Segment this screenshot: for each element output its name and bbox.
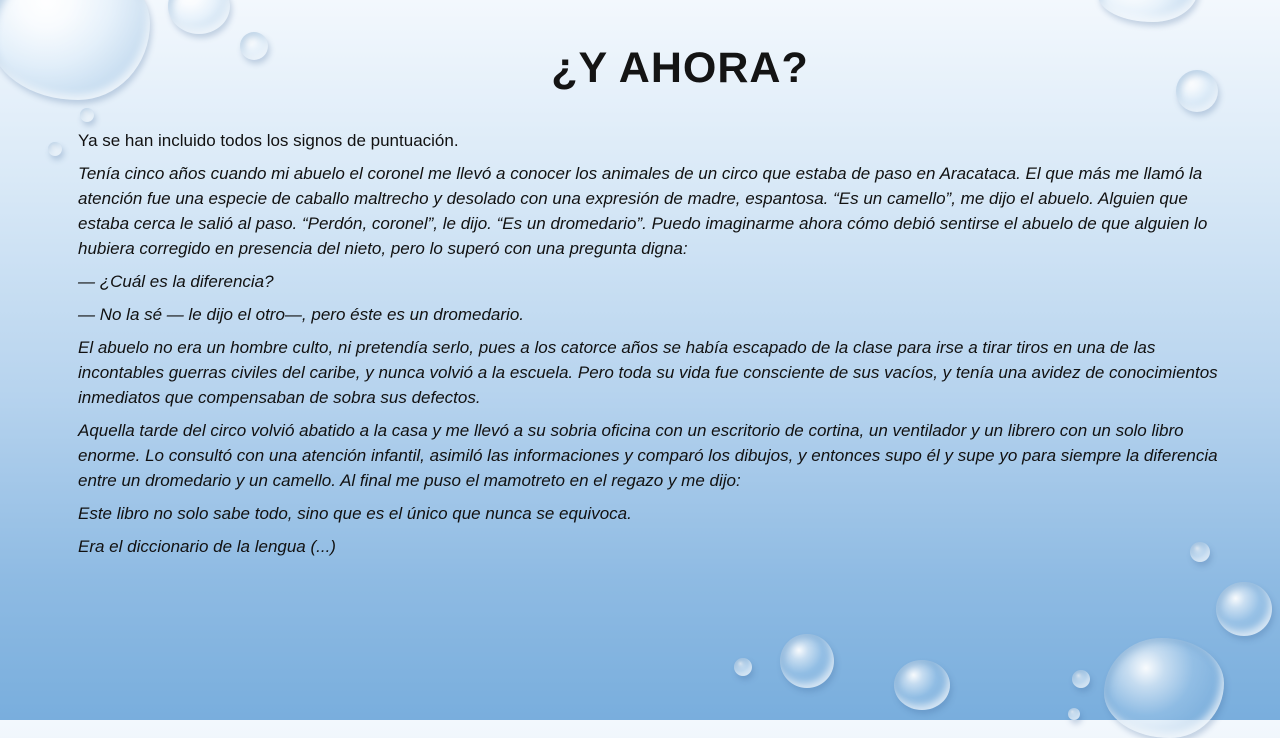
intro-paragraph: Ya se han incluido todos los signos de puntuación.	[78, 131, 459, 150]
story-paragraph-2: El abuelo no era un hombre culto, ni pretendía serlo, pues a los catorce años se había escapado de la clase para irse a tirar tiros en una de las incontables guerras civiles del caribe, y nunca volvió a la escuela. Pero toda su vida fue consciente de sus vacíos, y tenía una avidez de conocimientos inmediatos que compensaban de sobra sus defectos.	[78, 338, 1218, 407]
water-drop-bottom-center-large	[780, 634, 834, 688]
water-drop-top-right-large	[1098, 0, 1198, 22]
story-paragraph-3: Aquella tarde del circo volvió abatido a la casa y me llevó a su sobria oficina con un escritorio de cortina, un ventilador y un librero con un solo libro enorme. Lo consultó con una atención infantil, asimiló las informaciones y comparó los dibujos, y entonces supo él y supe yo para siempre la diferencia entre un dromedario y un camello. Al final me puso el mamotreto en el regazo y me dijo:	[78, 421, 1218, 490]
story-ending: Era el diccionario de la lengua (...)	[78, 537, 336, 556]
water-drop-bottom-center-small	[734, 658, 752, 676]
water-drop-left-tiny-2	[48, 142, 62, 156]
water-drop-right-edge	[1216, 582, 1272, 636]
dialogue-question: — ¿Cuál es la diferencia?	[78, 272, 274, 291]
story-quote: Este libro no solo sabe todo, sino que es el único que nunca se equivoca.	[78, 504, 632, 523]
slide-body	[78, 128, 1218, 567]
water-drop-left-tiny-1	[80, 108, 94, 122]
water-drop-bottom-right-tiny	[1068, 708, 1080, 720]
water-drop-top-left-medium	[168, 0, 230, 34]
water-drop-bottom-right-large	[1104, 638, 1224, 738]
slide-title: ¿Y AHORA?	[551, 44, 809, 92]
dialogue-answer: — No la sé — le dijo el otro—, pero éste es un dromedario.	[78, 305, 524, 324]
water-drop-bottom-right-small	[1072, 670, 1090, 688]
water-drop-bottom-center-medium	[894, 660, 950, 710]
story-paragraph-1: Tenía cinco años cuando mi abuelo el coronel me llevó a conocer los animales de un circo que estaba de paso en Aracataca. El que más me llamó la atención fue una especie de caballo maltrecho y desolado con una expresión de madre, espantosa. “Es un camello”, me dijo el abuelo. Alguien que estaba cerca le salió al paso. “Perdón, coronel”, le dijo. “Es un dromedario”. Puedo imaginarme ahora cómo debió sentirse el abuelo de que alguien lo hubiera corregido en presencia del nieto, pero lo superó con una pregunta digna:	[78, 164, 1208, 258]
